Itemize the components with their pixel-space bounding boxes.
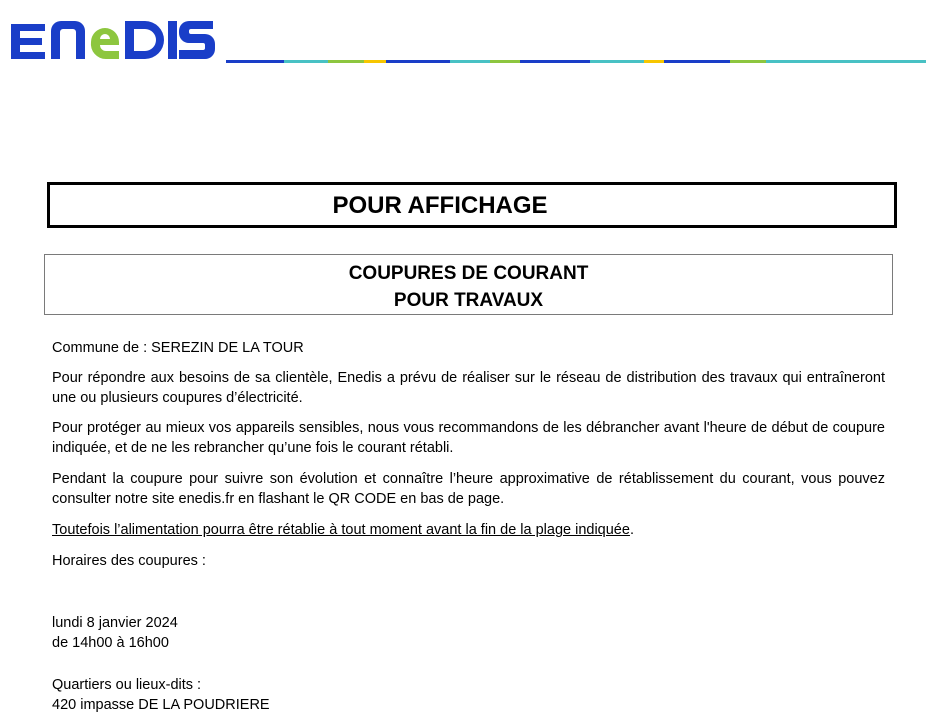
header-color-rule xyxy=(226,60,926,63)
rule-segment xyxy=(644,60,664,63)
rule-segment xyxy=(328,60,364,63)
banner-box xyxy=(47,182,897,228)
commune-line: Commune de : SEREZIN DE LA TOUR xyxy=(52,340,304,356)
subject-box xyxy=(44,254,893,315)
rule-segment xyxy=(520,60,590,63)
rule-segment xyxy=(284,60,328,63)
rule-segment xyxy=(590,60,644,63)
quartiers-label: Quartiers ou lieux-dits : xyxy=(52,677,202,693)
paragraph-1: Pour répondre aux besoins de sa clientèle, Enedis a prévu de réaliser sur le réseau de distribution des travaux qui entraîneront une ou plusieurs coupures d’électricité. xyxy=(52,370,885,406)
rule-segment xyxy=(664,60,730,63)
paragraph-4 xyxy=(52,520,885,540)
outage-date: lundi 8 janvier 2024 xyxy=(52,615,178,631)
rule-segment xyxy=(730,60,766,63)
subject-line-2: POUR TRAVAUX xyxy=(393,290,544,311)
outage-time-range: de 14h00 à 16h00 xyxy=(52,635,169,651)
rule-segment xyxy=(386,60,450,63)
address-line: 420 impasse DE LA POUDRIERE xyxy=(52,697,270,713)
rule-segment xyxy=(490,60,520,63)
subject-line-1: COUPURES DE COURANT xyxy=(348,263,589,284)
rule-segment xyxy=(766,60,926,63)
paragraph-2: Pour protéger au mieux vos appareils sensibles, nous vous recommandons de les débrancher avant l'heure de début de coupure indiquée, et de ne les rebrancher qu’une fois le courant rétabli. xyxy=(52,420,885,456)
enedis-logo xyxy=(7,14,217,66)
paragraph-3: Pendant la coupure pour suivre son évolution et connaître l’heure approximative de rétablissement du courant, vous pouvez consulter notre site enedis.fr en flashant le QR CODE en bas de page. xyxy=(52,471,885,507)
rule-segment xyxy=(450,60,490,63)
banner-title: POUR AFFICHAGE xyxy=(332,192,548,219)
paragraph-4-end: . xyxy=(629,522,634,538)
paragraph-4-underlined: Toutefois l’alimentation pourra être rétablie à tout moment avant la fin de la plage indiquée xyxy=(52,522,630,538)
horaires-label: Horaires des coupures : xyxy=(52,553,206,569)
rule-segment xyxy=(364,60,386,63)
rule-segment xyxy=(226,60,284,63)
